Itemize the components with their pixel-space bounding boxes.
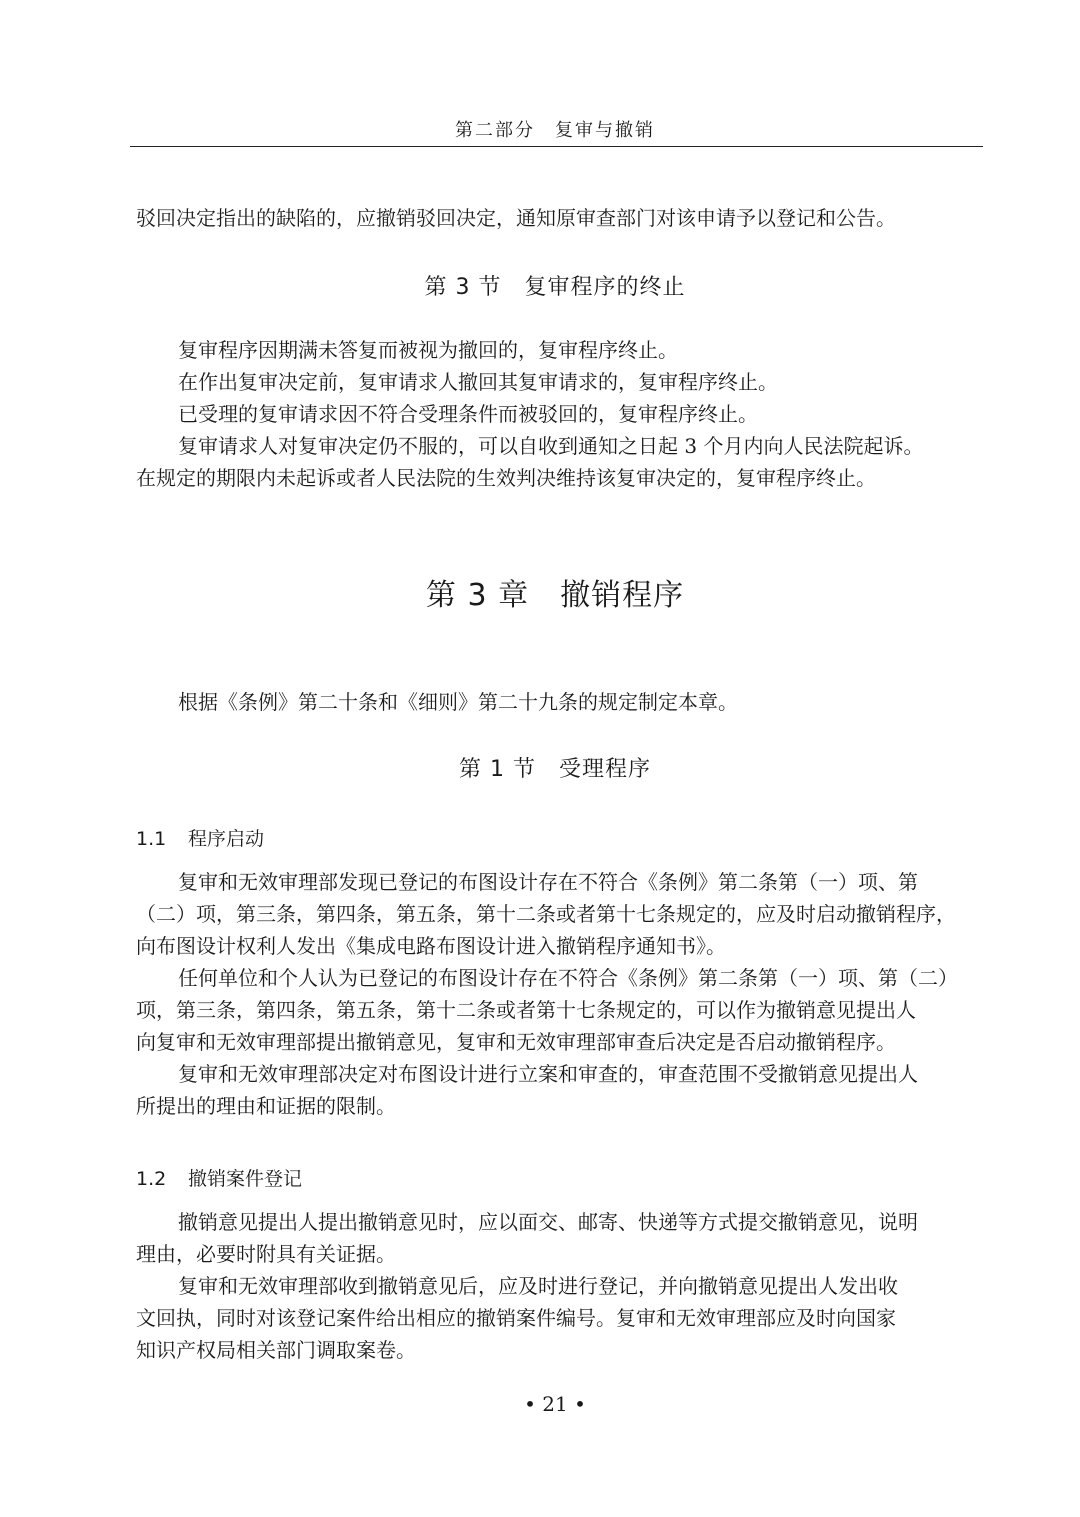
subsection-heading xyxy=(136,1164,302,1191)
paragraph-continuation: 理由，必要时附具有关证据。 xyxy=(136,1242,396,1266)
paragraph: 复审和无效审理部收到撤销意见后，应及时进行登记，并向撤销意见提出人发出收 xyxy=(178,1274,898,1298)
section-title: 第 1 节 受理程序 xyxy=(459,757,651,782)
subsection-heading xyxy=(136,824,264,851)
subsection-title: 程序启动 xyxy=(188,828,265,850)
paragraph-continuation: 所提出的理由和证据的限制。 xyxy=(136,1094,396,1118)
paragraph-continuation: （二）项，第三条，第四条，第五条，第十二条或者第十七条规定的，应及时启动撤销程序， xyxy=(136,902,956,926)
paragraph-continuation: 知识产权局相关部门调取案卷。 xyxy=(136,1338,416,1362)
paragraph-continuation: 文回执，同时对该登记案件给出相应的撤销案件编号。复审和无效审理部应及时向国家 xyxy=(136,1306,896,1330)
running-header: 第二部分 复审与撤销 xyxy=(455,120,655,141)
subsection-number: 1.2 xyxy=(136,1168,167,1190)
paragraph: 已受理的复审请求因不符合受理条件而被驳回的，复审程序终止。 xyxy=(178,402,758,426)
chapter-intro: 根据《条例》第二十条和《细则》第二十九条的规定制定本章。 xyxy=(178,690,738,714)
paragraph: 撤销意见提出人提出撤销意见时，应以面交、邮寄、快递等方式提交撤销意见，说明 xyxy=(178,1210,918,1234)
paragraph: 复审程序因期满未答复而被视为撤回的，复审程序终止。 xyxy=(178,338,678,362)
paragraph-continuation: 项，第三条，第四条，第五条，第十二条或者第十七条规定的，可以作为撤销意见提出人 xyxy=(136,998,916,1022)
subsection-title: 撤销案件登记 xyxy=(188,1168,303,1190)
header-rule xyxy=(130,146,983,147)
subsection-number: 1.1 xyxy=(136,828,167,850)
paragraph: 任何单位和个人认为已登记的布图设计存在不符合《条例》第二条第（一）项、第（二） xyxy=(178,966,958,990)
paragraph: 在作出复审决定前，复审请求人撤回其复审请求的，复审程序终止。 xyxy=(178,370,778,394)
paragraph: 复审请求人对复审决定仍不服的，可以自收到通知之日起 3 个月内向人民法院起诉。 xyxy=(178,434,924,458)
paragraph-continuation: 向布图设计权利人发出《集成电路布图设计进入撤销程序通知书》。 xyxy=(136,934,726,958)
paragraph: 复审和无效审理部发现已登记的布图设计存在不符合《条例》第二条第（一）项、第 xyxy=(178,870,918,894)
paragraph: 复审和无效审理部决定对布图设计进行立案和审查的，审查范围不受撤销意见提出人 xyxy=(178,1062,918,1086)
paragraph-continuation: 向复审和无效审理部提出撤销意见，复审和无效审理部审查后决定是否启动撤销程序。 xyxy=(136,1030,896,1054)
paragraph-continuation: 在规定的期限内未起诉或者人民法院的生效判决维持该复审决定的，复审程序终止。 xyxy=(136,466,876,490)
carryover-paragraph: 驳回决定指出的缺陷的，应撤销驳回决定，通知原审查部门对该申请予以登记和公告。 xyxy=(136,206,896,230)
page-number: • 21 • xyxy=(524,1392,586,1416)
chapter-title: 第 3 章 撤销程序 xyxy=(425,578,685,613)
section-title: 第 3 节 复审程序的终止 xyxy=(424,275,686,300)
